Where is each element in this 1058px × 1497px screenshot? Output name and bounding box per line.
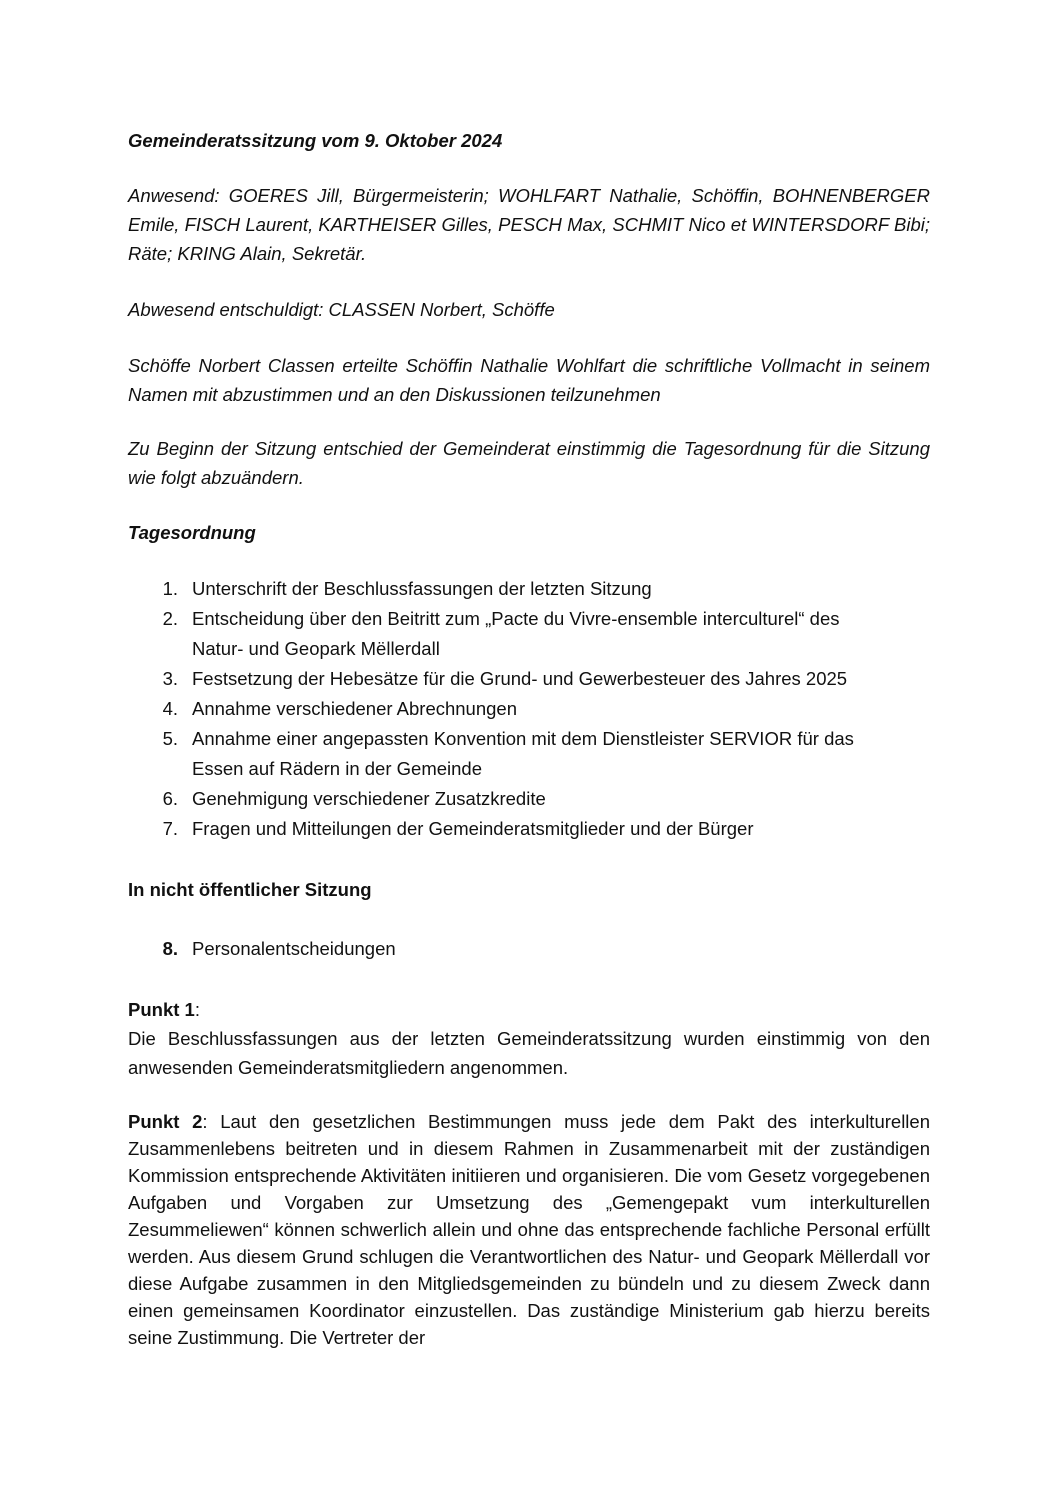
agenda-item-text: Personalentscheidungen xyxy=(192,938,396,959)
point-1-colon: : xyxy=(194,999,200,1020)
agenda-item xyxy=(128,604,930,664)
agenda-item xyxy=(128,934,930,964)
attendees-present: Anwesend: GOERES Jill, Bürgermeisterin; WOHLFART Nathalie, Schöffin, BOHNENBERGER Emile, FISCH Laurent, KARTHEISER Gilles, PESCH Max, SCHMIT Nico et WINTERSDORF Bibi; Räte; KRING Alain, Sekretär. xyxy=(128,185,930,264)
meeting-title: Gemeinderatssitzung vom 9. Oktober 2024 xyxy=(128,130,503,151)
agenda-item-text: Entscheidung über den Beitritt zum „Pacte du Vivre-ensemble interculturel“ des Natur- und Geopark Mëllerdall xyxy=(192,608,840,659)
attendees-absent: Abwesend entschuldigt: CLASSEN Norbert, Schöffe xyxy=(128,299,555,320)
agenda-item-text: Annahme verschiedener Abrechnungen xyxy=(192,698,518,719)
agenda-item-number: 5. xyxy=(162,728,178,749)
point-1-text: Die Beschlussfassungen aus der letzten Gemeinderatssitzung wurden einstimmig von den anwesenden Gemeinderatsmitgliedern angenommen. xyxy=(128,1028,930,1078)
agenda-heading: Tagesordnung xyxy=(128,522,256,543)
agenda-item-number: 1. xyxy=(162,578,178,599)
agenda-item-text: Fragen und Mitteilungen der Gemeinderatsmitglieder und der Bürger xyxy=(192,818,754,839)
agenda-item xyxy=(128,664,930,694)
point-1-label: Punkt 1 xyxy=(128,999,195,1020)
closed-session-heading: In nicht öffentlicher Sitzung xyxy=(128,879,372,900)
agenda-item-number: 7. xyxy=(162,818,178,839)
agenda-item-text: Genehmigung verschiedener Zusatzkredite xyxy=(192,788,546,809)
agenda-item-text: Festsetzung der Hebesätze für die Grund- und Gewerbesteuer des Jahres 2025 xyxy=(192,668,848,689)
point-2-label: Punkt 2 xyxy=(128,1111,203,1132)
agenda-item xyxy=(128,784,930,814)
point-1-heading xyxy=(128,995,930,1024)
point-2-paragraph xyxy=(128,1108,930,1351)
point-2-text: : Laut den gesetzlichen Bestimmungen muss jede dem Pakt des interkulturellen Zusammenlebens beitreten und in diesem Rahmen in Zusammenarbeit mit der zuständigen Kommission entsprechende Aktivitäten initiieren und organisieren. Die vom Gesetz vorgegebenen Aufgaben und Vorgaben zur Umsetzung des „Gemengepakt vum interkulturellen Zesummeliewen“ können schwerlich allein und ohne das entsprechende fachliche Personal erfüllt werden. Aus diesem Grund schlugen die Verantwortlichen des Natur- und Geopark Mëllerdall vor diese Aufgabe zusammen in den Mitgliedsgemeinden zu bündeln und zu diesem Zweck dann einen gemeinsamen Koordinator einzustellen. Das zuständige Ministerium gab hierzu bereits seine Zustimmung. Die Vertreter der xyxy=(128,1111,930,1348)
proxy-note: Schöffe Norbert Classen erteilte Schöffin Nathalie Wohlfart die schriftliche Vollmacht in seinem Namen mit abzustimmen und an den Diskussionen teilzunehmen xyxy=(128,355,930,405)
agenda-intro: Zu Beginn der Sitzung entschied der Gemeinderat einstimmig die Tagesordnung für die Sitzung wie folgt abzuändern. xyxy=(128,438,930,488)
agenda-item xyxy=(128,694,930,724)
agenda-item-number: 6. xyxy=(162,788,178,809)
agenda-item-number: 8. xyxy=(162,938,178,959)
agenda-item xyxy=(128,724,930,784)
agenda-item xyxy=(128,814,930,844)
agenda-item xyxy=(128,574,930,604)
agenda-item-number: 3. xyxy=(162,668,178,689)
agenda-list xyxy=(128,574,930,844)
agenda-item-text: Annahme einer angepassten Konvention mit dem Dienstleister SERVIOR für das Essen auf Rädern in der Gemeinde xyxy=(192,728,854,779)
agenda-item-number: 2. xyxy=(162,608,178,629)
agenda-item-number: 4. xyxy=(162,698,178,719)
closed-agenda-list xyxy=(128,934,930,964)
document-page xyxy=(128,126,930,1351)
agenda-item-text: Unterschrift der Beschlussfassungen der letzten Sitzung xyxy=(192,578,652,599)
